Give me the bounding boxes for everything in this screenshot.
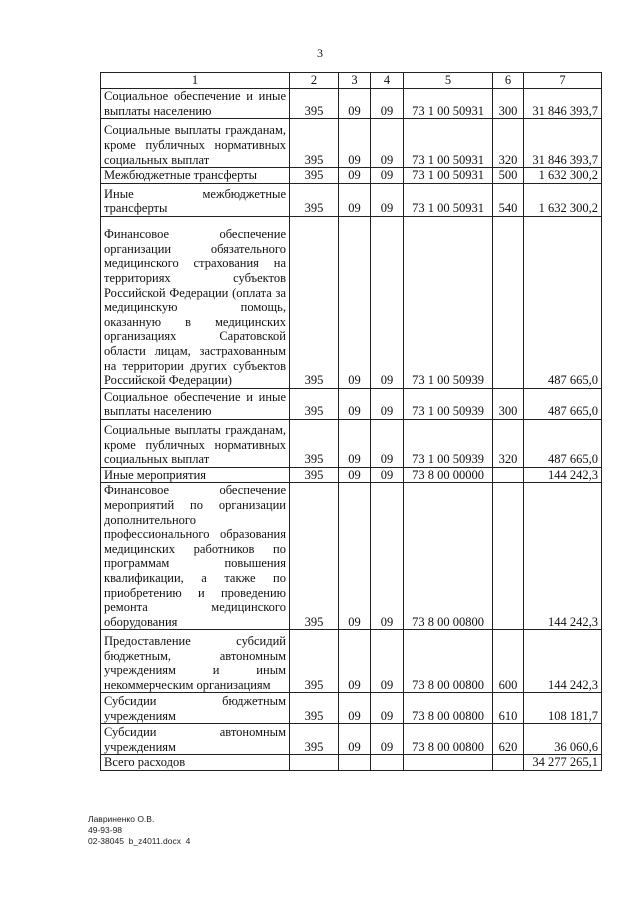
table-row	[101, 693, 602, 724]
row-code-6-cell	[493, 216, 524, 388]
row-code-2-cell: 395	[290, 119, 339, 168]
row-code-6-cell: 320	[493, 119, 524, 168]
row-name-cell: Межбюджетные трансферты	[101, 168, 290, 184]
row-amount-cell: 31 846 393,7	[524, 89, 602, 119]
table-row	[101, 216, 602, 388]
row-code-2-cell: 395	[290, 483, 339, 630]
row-amount-cell: 144 242,3	[524, 483, 602, 630]
row-name-cell: Субсидии бюджетным учреждениям	[101, 693, 290, 724]
table-row	[101, 388, 602, 419]
row-name-cell: Социальное обеспечение и иные выплаты населению	[101, 388, 290, 419]
expenditure-table	[100, 72, 602, 771]
header-col-4: 4	[371, 73, 404, 89]
row-code-2-cell: 395	[290, 724, 339, 755]
total-label: Всего расходов	[101, 755, 290, 771]
row-code-2-cell: 395	[290, 467, 339, 483]
row-amount-cell: 31 846 393,7	[524, 119, 602, 168]
row-amount-cell: 144 242,3	[524, 467, 602, 483]
row-code-5-cell: 73 8 00 00800	[404, 724, 493, 755]
row-code-4-cell: 09	[371, 216, 404, 388]
row-code-6-cell: 620	[493, 724, 524, 755]
row-code-4-cell: 09	[371, 388, 404, 419]
row-name-cell: Иные межбюджетные трансферты	[101, 183, 290, 216]
row-code-4-cell: 09	[371, 89, 404, 119]
footer-phone: 49-93-98	[88, 825, 123, 835]
row-code-5-cell: 73 1 00 50931	[404, 119, 493, 168]
row-code-6-cell: 300	[493, 89, 524, 119]
row-code-3-cell: 09	[339, 89, 371, 119]
row-amount-cell: 487 665,0	[524, 388, 602, 419]
row-code-5-cell: 73 8 00 00800	[404, 693, 493, 724]
total-empty-cell	[290, 755, 339, 771]
row-amount-cell: 1 632 300,2	[524, 183, 602, 216]
row-code-6-cell: 600	[493, 630, 524, 693]
row-name-cell: Социальные выплаты гражданам, кроме публичных нормативных социальных выплат	[101, 419, 290, 467]
table-row	[101, 119, 602, 168]
footer-info	[88, 814, 190, 847]
row-code-4-cell: 09	[371, 724, 404, 755]
header-col-2: 2	[290, 73, 339, 89]
row-code-3-cell: 09	[339, 724, 371, 755]
row-name-cell: Иные мероприятия	[101, 467, 290, 483]
total-empty-cell	[404, 755, 493, 771]
row-code-5-cell: 73 1 00 50931	[404, 183, 493, 216]
row-code-2-cell: 395	[290, 693, 339, 724]
row-code-4-cell: 09	[371, 119, 404, 168]
table-row	[101, 630, 602, 693]
row-name-cell: Финансовое обеспечение мероприятий по организации дополнительного профессионального образования медицинских работников по программам повышения квалификации, а также по приобретению и проведению ремонта медицинского оборудования	[101, 483, 290, 630]
row-amount-cell: 487 665,0	[524, 216, 602, 388]
row-amount-cell: 487 665,0	[524, 419, 602, 467]
row-code-3-cell: 09	[339, 467, 371, 483]
row-code-4-cell: 09	[371, 630, 404, 693]
table-row	[101, 724, 602, 755]
row-code-2-cell: 395	[290, 419, 339, 467]
footer-author: Лавриненко О.В.	[88, 814, 155, 824]
row-amount-cell: 108 181,7	[524, 693, 602, 724]
row-code-6-cell: 610	[493, 693, 524, 724]
page-number: 3	[317, 46, 323, 60]
header-col-1: 1	[101, 73, 290, 89]
row-code-4-cell: 09	[371, 183, 404, 216]
row-code-5-cell: 73 8 00 00800	[404, 630, 493, 693]
table-row	[101, 483, 602, 630]
row-code-2-cell: 395	[290, 630, 339, 693]
table-row	[101, 183, 602, 216]
row-code-3-cell: 09	[339, 388, 371, 419]
row-code-5-cell: 73 8 00 00000	[404, 467, 493, 483]
row-code-5-cell: 73 1 00 50931	[404, 89, 493, 119]
total-empty-cell	[493, 755, 524, 771]
header-col-3: 3	[339, 73, 371, 89]
row-name-cell: Социальное обеспечение и иные выплаты населению	[101, 89, 290, 119]
row-code-2-cell: 395	[290, 216, 339, 388]
row-code-6-cell: 300	[493, 388, 524, 419]
row-code-2-cell: 395	[290, 183, 339, 216]
total-empty-cell	[339, 755, 371, 771]
row-code-3-cell: 09	[339, 693, 371, 724]
row-code-2-cell: 395	[290, 388, 339, 419]
row-amount-cell: 144 242,3	[524, 630, 602, 693]
row-code-5-cell: 73 8 00 00800	[404, 483, 493, 630]
row-code-5-cell: 73 1 00 50931	[404, 168, 493, 184]
row-code-3-cell: 09	[339, 419, 371, 467]
row-code-5-cell: 73 1 00 50939	[404, 216, 493, 388]
row-code-5-cell: 73 1 00 50939	[404, 388, 493, 419]
row-code-3-cell: 09	[339, 216, 371, 388]
table-row	[101, 168, 602, 184]
row-code-4-cell: 09	[371, 467, 404, 483]
row-amount-cell: 36 060,6	[524, 724, 602, 755]
row-amount-cell: 1 632 300,2	[524, 168, 602, 184]
row-name-cell: Предоставление субсидий бюджетным, автономным учреждениям и иным некоммерческим организациям	[101, 630, 290, 693]
row-code-6-cell	[493, 483, 524, 630]
row-code-2-cell: 395	[290, 89, 339, 119]
row-code-6-cell: 540	[493, 183, 524, 216]
row-code-6-cell: 320	[493, 419, 524, 467]
row-name-cell: Социальные выплаты гражданам, кроме публичных нормативных социальных выплат	[101, 119, 290, 168]
row-name-cell: Финансовое обеспечение организации обязательного медицинского страхования на территориях субъектов Российской Федерации (оплата за медицинскую помощь, оказанную в медицинских организациях Саратовской области лицам, застрахованным на территории других субъектов Российской Федерации)	[101, 216, 290, 388]
row-code-3-cell: 09	[339, 483, 371, 630]
table-row	[101, 467, 602, 483]
total-empty-cell	[371, 755, 404, 771]
row-code-5-cell: 73 1 00 50939	[404, 419, 493, 467]
row-name-cell: Субсидии автономным учреждениям	[101, 724, 290, 755]
row-code-4-cell: 09	[371, 693, 404, 724]
header-col-7: 7	[524, 73, 602, 89]
header-col-6: 6	[493, 73, 524, 89]
row-code-2-cell: 395	[290, 168, 339, 184]
total-amount: 34 277 265,1	[524, 755, 602, 771]
row-code-3-cell: 09	[339, 168, 371, 184]
footer-doc: 02-38045 b_z4011.docx 4	[88, 836, 191, 846]
row-code-3-cell: 09	[339, 183, 371, 216]
row-code-4-cell: 09	[371, 419, 404, 467]
row-code-3-cell: 09	[339, 630, 371, 693]
row-code-4-cell: 09	[371, 168, 404, 184]
header-col-5: 5	[404, 73, 493, 89]
table-row	[101, 419, 602, 467]
table-row	[101, 89, 602, 119]
table-header-row	[101, 73, 602, 89]
row-code-6-cell: 500	[493, 168, 524, 184]
row-code-6-cell	[493, 467, 524, 483]
total-row	[101, 755, 602, 771]
row-code-3-cell: 09	[339, 119, 371, 168]
row-code-4-cell: 09	[371, 483, 404, 630]
